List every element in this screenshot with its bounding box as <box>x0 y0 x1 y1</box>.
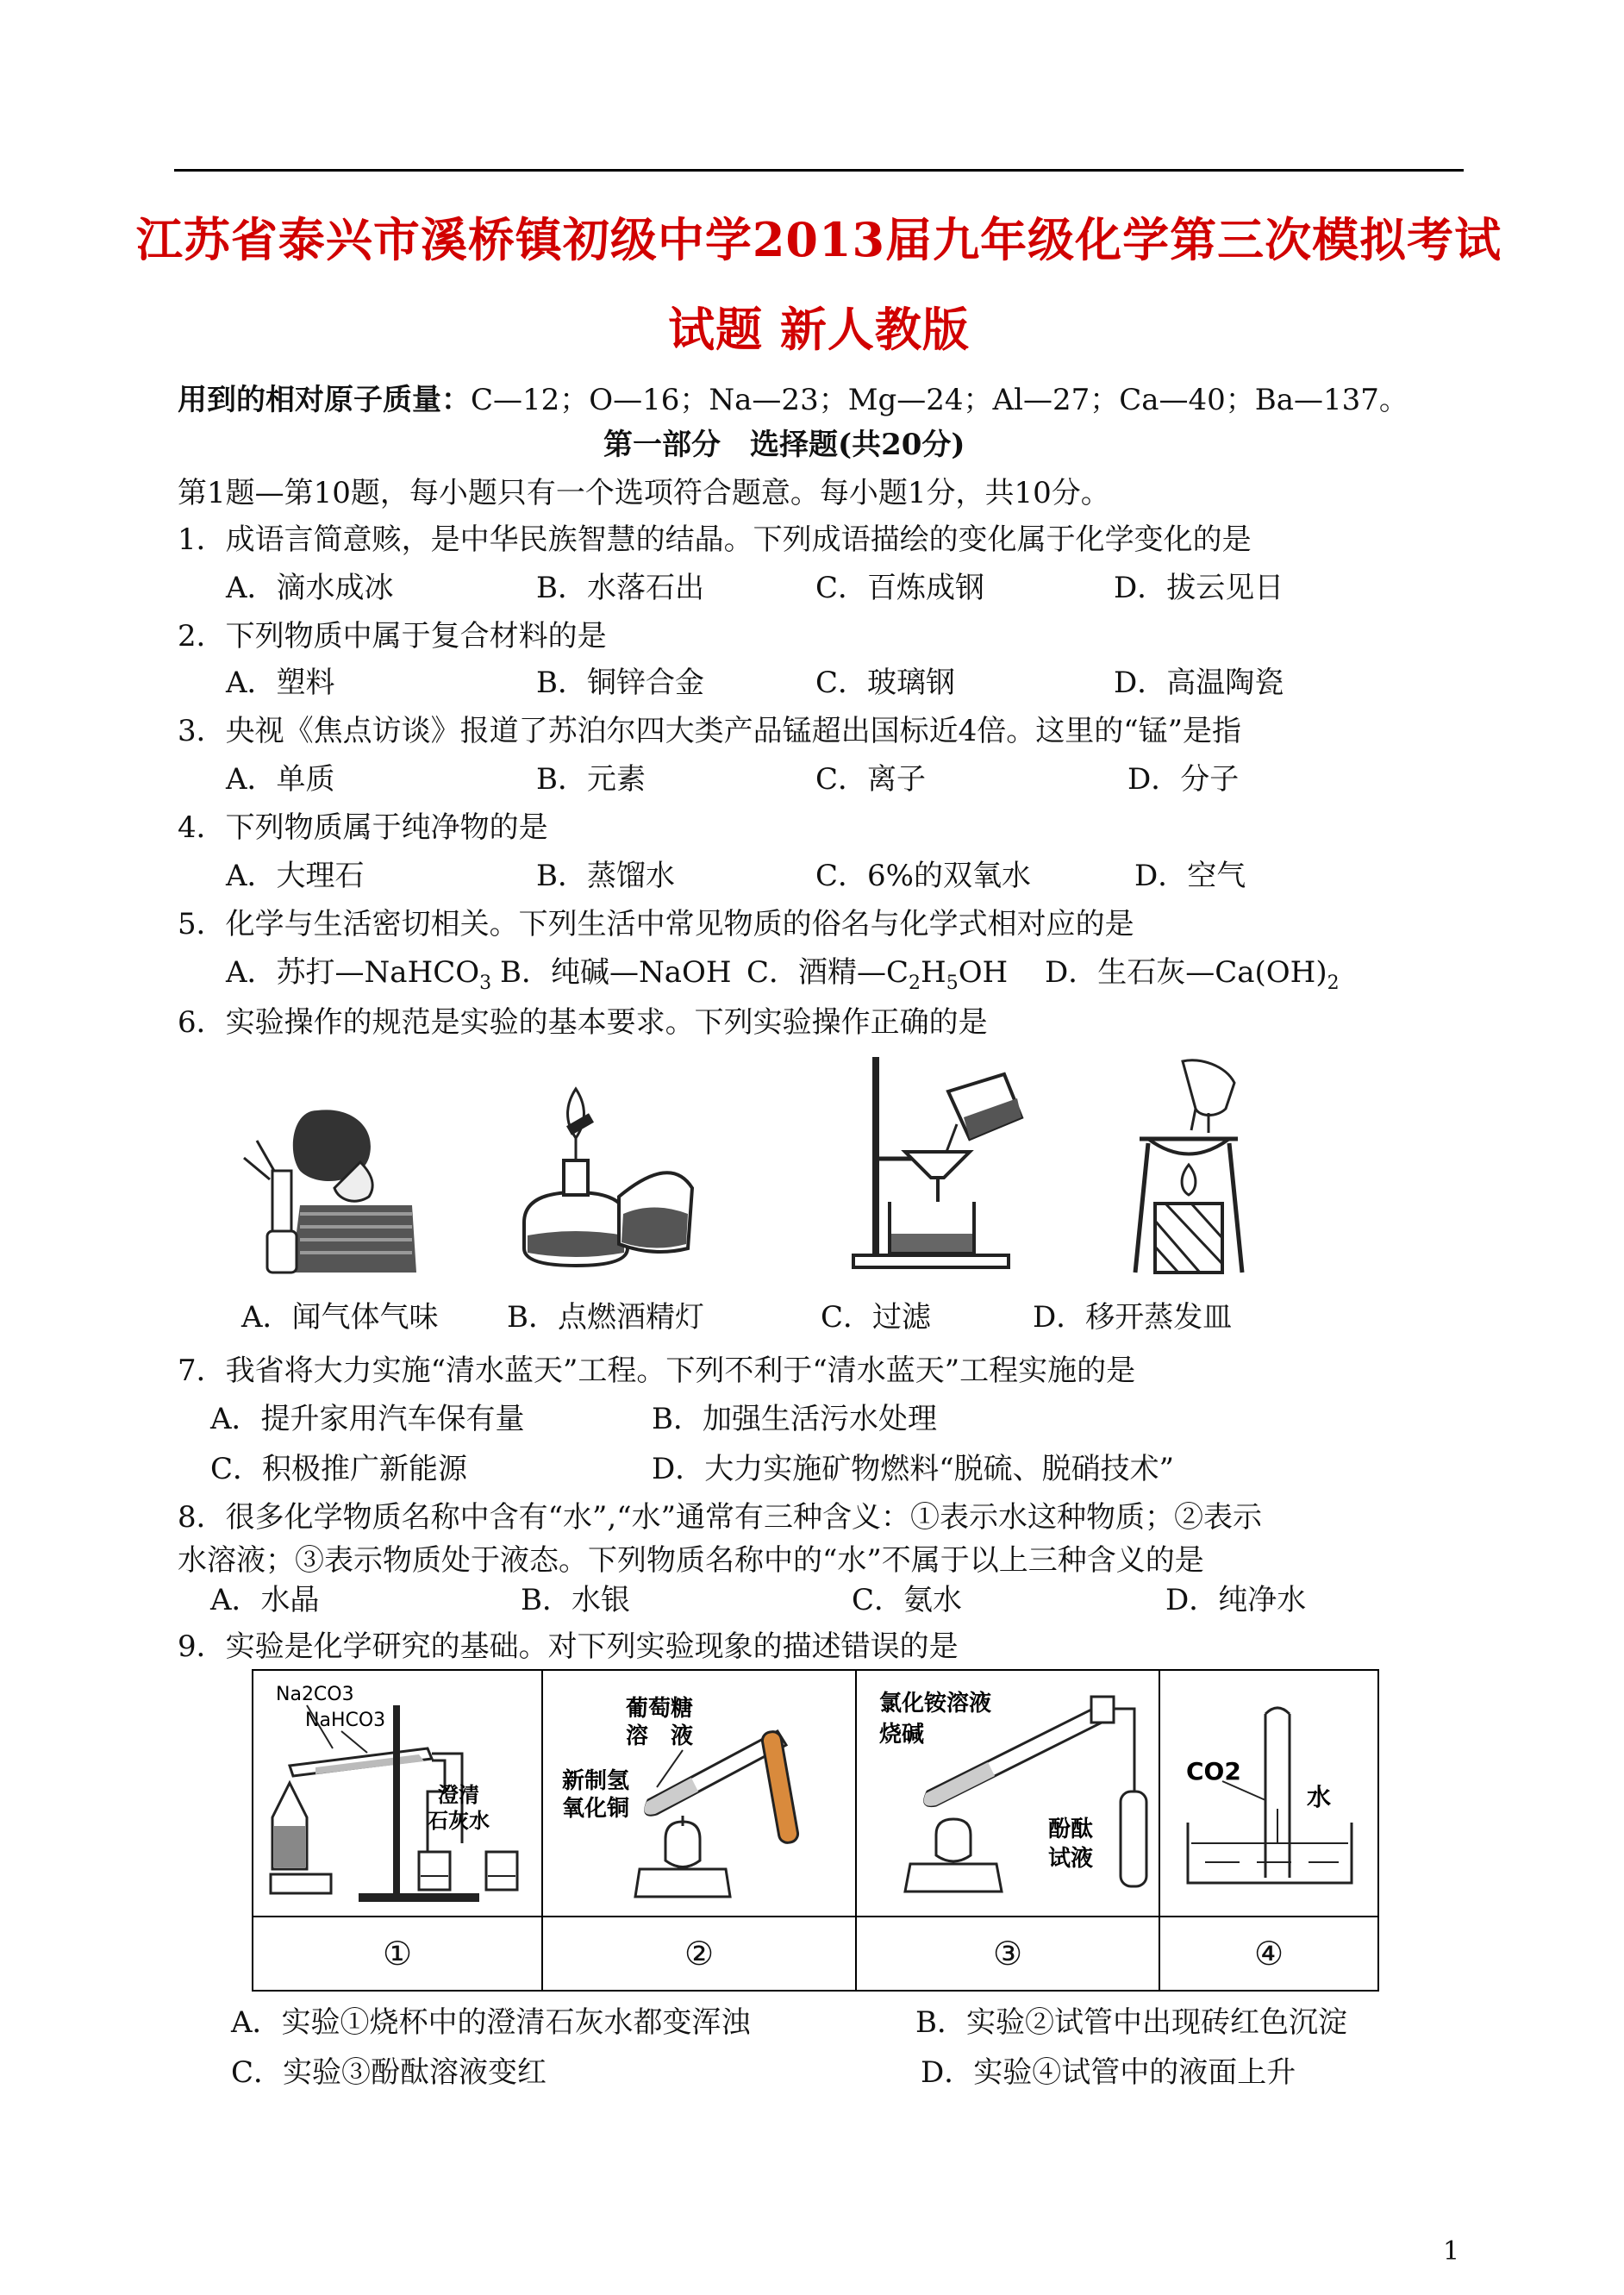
q7-option-a: A．提升家用汽车保有量 <box>210 1402 525 1436</box>
q1-option-b: B．水落石出 <box>536 571 704 605</box>
q1-option-a: A．滴水成冰 <box>226 571 394 605</box>
experiment-1-label: ① <box>253 1917 542 1991</box>
q3-option-c: C．离子 <box>815 762 927 797</box>
q6-option-b: B．点燃酒精灯 <box>507 1300 704 1335</box>
figure-move-evaporating-dish <box>1131 1057 1246 1276</box>
experiment-table <box>252 1669 1379 1992</box>
q4-option-c: C．6%的双氧水 <box>815 859 1031 893</box>
top-rule <box>174 169 1464 172</box>
q8-option-c: C．氨水 <box>852 1583 963 1617</box>
label-phenolphthalein-1: 酚酞 <box>1048 1817 1094 1842</box>
experiment-2-figure <box>542 1670 856 1917</box>
q6-option-a: A．闻气体气味 <box>241 1300 439 1335</box>
q3-option-b: B．元素 <box>536 762 646 797</box>
q5-option-b: B．纯碱—NaOH <box>500 955 732 990</box>
q2-option-c: C．玻璃钢 <box>815 666 956 700</box>
atomic-masses-label: 用到的相对原子质量： <box>178 383 471 417</box>
label-cuoh-1: 新制氢 <box>562 1768 630 1794</box>
question-8-stem-line2: 水溶液；③表示物质处于液态。下列物质名称中的“水”不属于以上三种含义的是 <box>178 1543 1204 1578</box>
question-7-stem: 7．我省将大力实施“清水蓝天”工程。下列不利于“清水蓝天”工程实施的是 <box>178 1354 1136 1388</box>
q9-option-c: C．实验③酚酞溶液变红 <box>231 2055 547 2090</box>
label-limewater-2: 石灰水 <box>428 1809 490 1833</box>
instructions: 第1题—第10题，每小题只有一个选项符合题意。每小题1分，共10分。 <box>178 476 1110 510</box>
q7-option-c: C．积极推广新能源 <box>210 1452 468 1486</box>
label-glucose-1: 葡萄糖 <box>626 1696 694 1722</box>
experiment-2-label: ② <box>542 1917 856 1991</box>
question-4-stem: 4．下列物质属于纯净物的是 <box>178 810 548 845</box>
q4-option-a: A．大理石 <box>226 859 365 893</box>
q6-option-d: D．移开蒸发皿 <box>1033 1300 1233 1335</box>
question-9-stem: 9．实验是化学研究的基础。对下列实验现象的描述错误的是 <box>178 1629 959 1664</box>
label-cuoh-2: 氧化铜 <box>562 1796 630 1822</box>
q1-option-c: C．百炼成钢 <box>815 571 985 605</box>
label-phenolphthalein-2: 试液 <box>1048 1846 1094 1872</box>
question-6-stem: 6．实验操作的规范是实验的基本要求。下列实验操作正确的是 <box>178 1005 988 1040</box>
q4-option-d: D．空气 <box>1134 859 1246 893</box>
atomic-masses-values: C—12；O—16；Na—23；Mg—24；Al—27；Ca—40；Ba—137。 <box>471 383 1409 417</box>
section-heading: 第一部分 选择题(共20分) <box>603 428 965 462</box>
q2-option-a: A．塑料 <box>226 666 335 700</box>
q9-option-d: D．实验④试管中的液面上升 <box>921 2055 1296 2090</box>
q9-option-a: A．实验①烧杯中的澄清石灰水都变浑浊 <box>231 2005 751 2040</box>
experiment-1-figure <box>253 1670 542 1917</box>
label-na2co3: Na2CO3 <box>276 1684 354 1705</box>
q5-option-c: C．酒精$—C_2H_5OH$ <box>746 955 1009 994</box>
q8-option-b: B．水银 <box>521 1583 630 1617</box>
label-glucose-2: 溶 液 <box>626 1723 694 1749</box>
q9-option-b: B．实验②试管中出现砖红色沉淀 <box>915 2005 1347 2040</box>
label-water: 水 <box>1307 1783 1332 1811</box>
q1-option-d: D．拔云见日 <box>1114 571 1284 605</box>
page-title-line1: 江苏省泰兴市溪桥镇初级中学2013届九年级化学第三次模拟考试 <box>135 212 1502 267</box>
figure-smell-gas <box>240 1076 422 1274</box>
q8-option-a: A．水晶 <box>210 1583 320 1617</box>
q7-option-d: D．大力实施矿物燃料“脱硫、脱硝技术” <box>652 1452 1175 1486</box>
question-1-stem: 1．成语言简意赅，是中华民族智慧的结晶。下列成语描绘的变化属于化学变化的是 <box>178 522 1252 557</box>
figure-filtration <box>819 1057 1050 1274</box>
experiment-4-figure <box>1159 1670 1378 1917</box>
q8-option-d: D．纯净水 <box>1165 1583 1307 1617</box>
label-nh4cl: 氯化铵溶液 <box>879 1691 992 1717</box>
q2-option-b: B．铜锌合金 <box>536 666 704 700</box>
experiment-3-figure <box>856 1670 1159 1917</box>
q6-option-c: C．过滤 <box>821 1300 932 1335</box>
q2-option-d: D．高温陶瓷 <box>1114 666 1284 700</box>
atomic-masses <box>178 381 1409 419</box>
experiment-4-label: ④ <box>1159 1917 1378 1991</box>
page-number: 1 <box>1443 2236 1460 2267</box>
q5-option-a: A．苏打—NaHCO$_3$ <box>226 955 492 994</box>
label-naoh: 烧碱 <box>879 1722 925 1748</box>
q7-option-b: B．加强生活污水处理 <box>652 1402 937 1436</box>
label-limewater-1: 澄清 <box>438 1783 479 1807</box>
label-co2: CO2 <box>1186 1757 1241 1785</box>
q4-option-b: B．蒸馏水 <box>536 859 675 893</box>
q5-option-d: D．生石灰$—Ca(OH)_2$ <box>1045 955 1340 994</box>
question-2-stem: 2．下列物质中属于复合材料的是 <box>178 619 607 653</box>
question-5-stem: 5．化学与生活密切相关。下列生活中常见物质的俗名与化学式相对应的是 <box>178 907 1134 941</box>
q3-option-d: D．分子 <box>1127 762 1240 797</box>
q3-option-a: A．单质 <box>226 762 335 797</box>
figure-light-alcohol-lamp <box>515 1085 702 1271</box>
question-3-stem: 3．央视《焦点访谈》报道了苏泊尔四大类产品锰超出国标近4倍。这里的“锰”是指 <box>178 714 1242 748</box>
label-nahco3: NaHCO3 <box>305 1710 386 1731</box>
page-title-line2: 试题 新人教版 <box>668 302 970 357</box>
experiment-3-label: ③ <box>856 1917 1159 1991</box>
question-8-stem-line1: 8．很多化学物质名称中含有“水”,“水”通常有三种含义：①表示水这种物质；②表示 <box>178 1500 1262 1535</box>
